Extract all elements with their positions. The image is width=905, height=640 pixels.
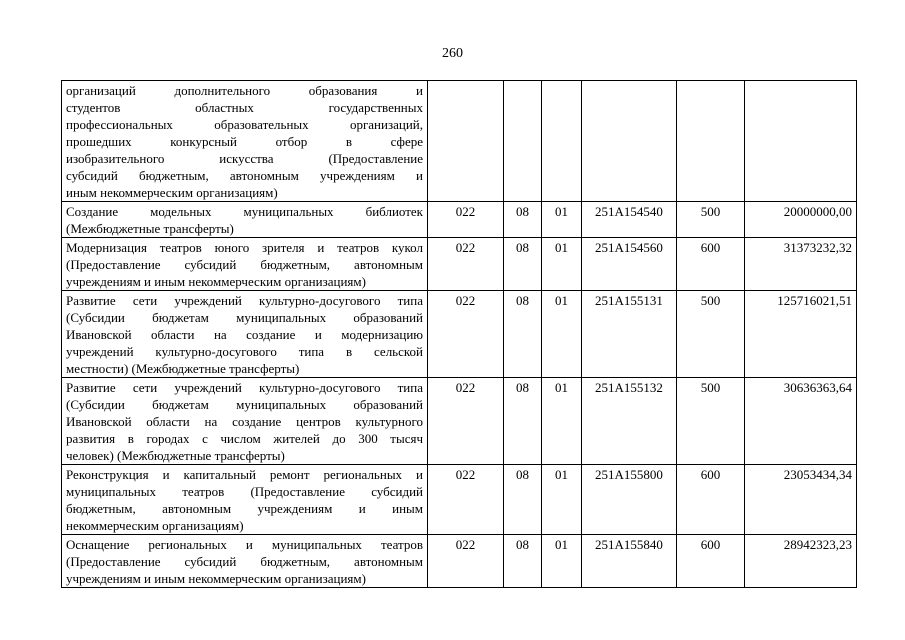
description-line: (Субсидии бюджетам муниципальных образований	[66, 310, 423, 325]
expense-type-cell: 500	[677, 378, 745, 465]
section-code-cell: 08	[504, 202, 542, 238]
expense-type-cell: 600	[677, 465, 745, 535]
description-line: местности) (Межбюджетные трансферты)	[66, 361, 300, 376]
target-article-cell: 251A154540	[582, 202, 677, 238]
description-line: учреждениям и иным некоммерческим организациям)	[66, 274, 366, 289]
row-description	[62, 202, 428, 238]
target-article-cell: 251A155800	[582, 465, 677, 535]
section-code-cell: 08	[504, 465, 542, 535]
section-code-cell	[504, 81, 542, 202]
subsection-code-cell: 01	[542, 465, 582, 535]
amount-cell: 23053434,34	[745, 465, 857, 535]
page-number: 260	[442, 46, 463, 61]
amount-cell: 31373232,32	[745, 238, 857, 291]
table-row	[62, 81, 857, 202]
description-line: Оснащение региональных и муниципальных театров	[66, 537, 423, 552]
table-row	[62, 378, 857, 465]
description-line: человек) (Межбюджетные трансферты)	[66, 448, 285, 463]
ministry-code-cell: 022	[428, 535, 504, 588]
expense-type-cell: 600	[677, 238, 745, 291]
subsection-code-cell: 01	[542, 202, 582, 238]
subsection-code-cell: 01	[542, 535, 582, 588]
subsection-code-cell: 01	[542, 291, 582, 378]
table-row	[62, 238, 857, 291]
row-description	[62, 238, 428, 291]
section-code-cell: 08	[504, 535, 542, 588]
ministry-code-cell: 022	[428, 465, 504, 535]
expense-type-cell: 500	[677, 202, 745, 238]
table-row	[62, 291, 857, 378]
ministry-code-cell: 022	[428, 238, 504, 291]
description-line: некоммерческим организациям)	[66, 518, 244, 533]
description-line: Ивановской области на создание центров культурного	[66, 414, 423, 429]
budget-table	[61, 80, 857, 588]
expense-type-cell: 600	[677, 535, 745, 588]
row-description	[62, 81, 428, 202]
row-description	[62, 378, 428, 465]
description-line: (Предоставление субсидий бюджетным, автономным	[66, 554, 423, 569]
table-row	[62, 465, 857, 535]
description-line: Развитие сети учреждений культурно-досугового типа	[66, 380, 423, 395]
description-line: учреждениям и иным некоммерческим организациям)	[66, 571, 366, 586]
target-article-cell: 251A155131	[582, 291, 677, 378]
description-line: Создание модельных муниципальных библиотек	[66, 204, 423, 219]
description-line: прошедших конкурсный отбор в сфере	[66, 134, 423, 149]
table-body	[62, 81, 857, 588]
amount-cell: 125716021,51	[745, 291, 857, 378]
target-article-cell: 251A155840	[582, 535, 677, 588]
description-line: иным некоммерческим организациям)	[66, 185, 278, 200]
target-article-cell: 251A155132	[582, 378, 677, 465]
target-article-cell: 251A154560	[582, 238, 677, 291]
description-line: бюджетным, автономным учреждениям и иным	[66, 501, 423, 516]
description-line: Развитие сети учреждений культурно-досугового типа	[66, 293, 423, 308]
description-line: Ивановской области на создание и модернизацию	[66, 327, 423, 342]
subsection-code-cell: 01	[542, 378, 582, 465]
ministry-code-cell	[428, 81, 504, 202]
expense-type-cell	[677, 81, 745, 202]
expense-type-cell: 500	[677, 291, 745, 378]
description-line: развития в городах с числом жителей до 300 тысяч	[66, 431, 423, 446]
amount-cell: 28942323,23	[745, 535, 857, 588]
description-line: учреждений культурно-досугового типа в сельской	[66, 344, 423, 359]
description-line: организаций дополнительного образования и	[66, 83, 423, 98]
description-line: муниципальных театров (Предоставление субсидий	[66, 484, 423, 499]
description-line: студентов областных государственных	[66, 100, 423, 115]
description-line: изобразительного искусства (Предоставление	[66, 151, 423, 166]
row-description	[62, 535, 428, 588]
ministry-code-cell: 022	[428, 291, 504, 378]
description-line: субсидий бюджетным, автономным учреждениям и	[66, 168, 423, 183]
amount-cell: 30636363,64	[745, 378, 857, 465]
table-row	[62, 202, 857, 238]
ministry-code-cell: 022	[428, 378, 504, 465]
description-line: (Предоставление субсидий бюджетным, автономным	[66, 257, 423, 272]
description-line: (Межбюджетные трансферты)	[66, 221, 234, 236]
row-description	[62, 465, 428, 535]
amount-cell: 20000000,00	[745, 202, 857, 238]
description-line: Реконструкция и капитальный ремонт региональных и	[66, 467, 423, 482]
target-article-cell	[582, 81, 677, 202]
description-line: (Субсидии бюджетам муниципальных образований	[66, 397, 423, 412]
amount-cell	[745, 81, 857, 202]
section-code-cell: 08	[504, 291, 542, 378]
table-row	[62, 535, 857, 588]
ministry-code-cell: 022	[428, 202, 504, 238]
row-description	[62, 291, 428, 378]
section-code-cell: 08	[504, 238, 542, 291]
section-code-cell: 08	[504, 378, 542, 465]
description-line: Модернизация театров юного зрителя и театров кукол	[66, 240, 423, 255]
description-line: профессиональных образовательных организаций,	[66, 117, 423, 132]
subsection-code-cell	[542, 81, 582, 202]
subsection-code-cell: 01	[542, 238, 582, 291]
